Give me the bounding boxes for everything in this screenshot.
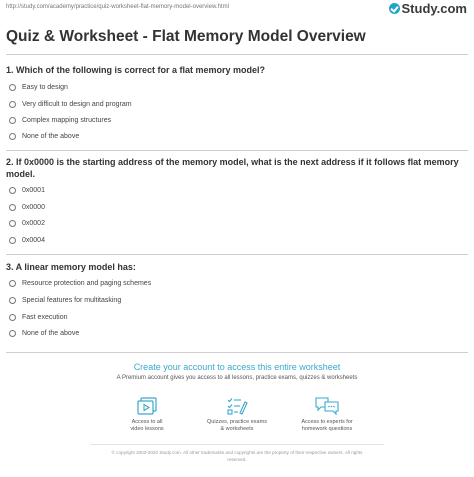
radio-button-icon[interactable] [9,133,16,140]
answer-label: 0x0004 [22,236,45,244]
feature-video-lessons [102,396,192,433]
answer-option[interactable] [9,184,45,196]
question-divider [6,254,468,255]
experts-chat-icon [314,396,340,416]
radio-button-icon[interactable] [9,237,16,244]
answer-option[interactable] [9,277,151,289]
answer-option[interactable] [9,98,132,110]
radio-button-icon[interactable] [9,84,16,91]
answer-option[interactable] [9,114,111,126]
radio-button-icon[interactable] [9,101,16,108]
answer-label: Complex mapping structures [22,116,112,124]
radio-button-icon[interactable] [9,220,16,227]
copyright-notice: © copyright 2003-2020 Study.com. All other trademarks and copyrights are the property of their respective owners. All rights reserved. [111,450,363,462]
answer-label: Very difficult to design and program [22,100,132,108]
page-url: http://study.com/academy/practice/quiz-worksheet-flat-memory-model-overview.html [6,4,229,10]
question-text: 2. If 0x0000 is the starting address of the memory model, what is the next address if it follows flat memory model. [6,157,459,179]
title-divider [6,54,468,55]
logo-text: Study.com [401,1,467,16]
feature-experts [282,396,372,433]
question-text: 1. Which of the following is correct for a flat memory model? [6,65,266,75]
question-1 [6,65,468,147]
answer-label: None of the above [22,329,80,337]
create-account-link[interactable]: Create your account to access this entire worksheet [133,362,341,372]
question-text: 3. A linear memory model has: [6,262,136,272]
feature-label: Access to all video lessons [130,419,164,432]
answer-option[interactable] [9,201,45,213]
feature-quizzes [192,396,282,433]
study-logo-icon [389,3,400,14]
answer-option[interactable] [9,327,79,339]
question-3 [6,262,468,344]
question-2 [6,157,468,249]
answer-option[interactable] [9,217,45,229]
feature-label: Access to experts for homework questions [301,419,353,432]
radio-button-icon[interactable] [9,330,16,337]
footer-divider [90,444,384,445]
quizzes-icon [226,396,248,416]
premium-description: A Premium account gives you access to all lessons, practice exams, quizzes & worksheets [116,375,358,381]
answer-label: Special features for multitasking [22,296,122,304]
answer-label: 0x0001 [22,186,45,194]
question-divider [6,150,468,151]
answer-label: None of the above [22,132,80,140]
answer-option[interactable] [9,294,121,306]
feature-label: Quizzes, practice exams & worksheets [207,419,267,432]
answer-option[interactable] [9,81,68,93]
radio-button-icon[interactable] [9,280,16,287]
study-logo[interactable] [389,1,468,16]
answer-label: Resource protection and paging schemes [22,279,152,287]
radio-button-icon[interactable] [9,314,16,321]
answer-option[interactable] [9,311,68,323]
radio-button-icon[interactable] [9,297,16,304]
video-lessons-icon [136,396,158,416]
answer-label: 0x0002 [22,219,45,227]
answer-label: 0x0000 [22,203,45,211]
page-title: Quiz & Worksheet - Flat Memory Model Overview [6,28,366,45]
radio-button-icon[interactable] [9,117,16,124]
radio-button-icon[interactable] [9,187,16,194]
answer-label: Fast execution [22,313,68,321]
answer-label: Easy to design [22,83,68,91]
question-divider [6,352,468,353]
answer-option[interactable] [9,130,79,142]
radio-button-icon[interactable] [9,204,16,211]
top-bar [0,0,474,16]
answer-option[interactable] [9,234,45,246]
